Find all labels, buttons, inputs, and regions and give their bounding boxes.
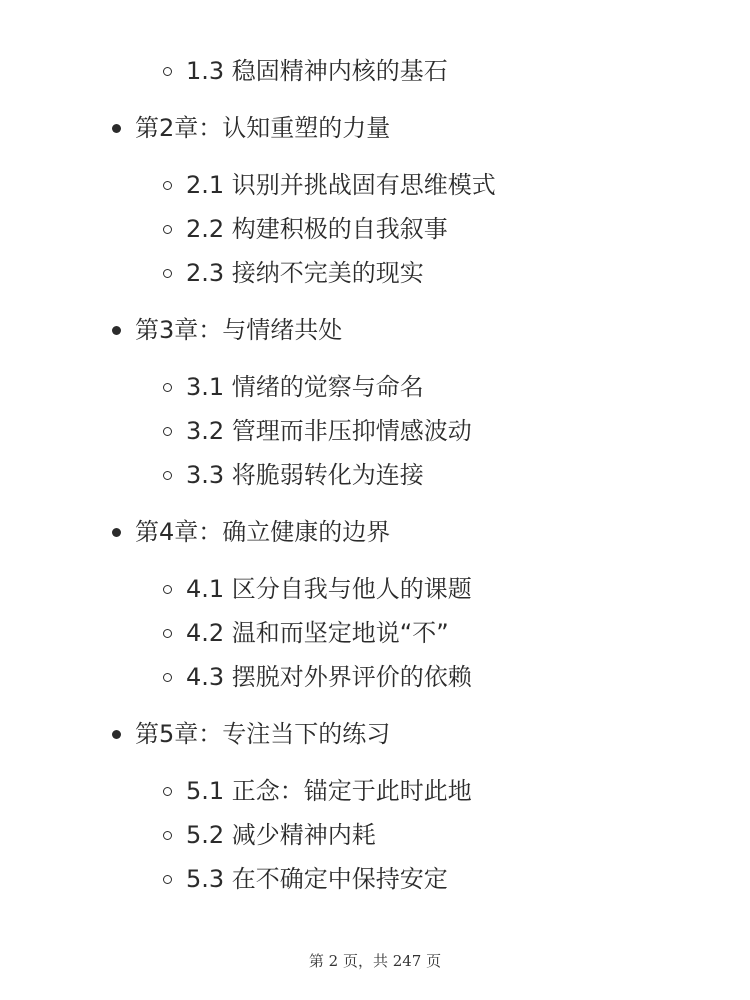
circle-bullet-icon <box>163 673 172 682</box>
circle-bullet-icon <box>163 383 172 392</box>
toc-entry-text: 2.2 构建积极的自我叙事 <box>186 215 448 243</box>
toc-section-3-3 <box>163 459 424 491</box>
disc-bullet-icon <box>112 528 121 537</box>
toc-entry-text: 5.1 正念：锚定于此时此地 <box>186 777 472 805</box>
circle-bullet-icon <box>163 875 172 884</box>
toc-chapter-3 <box>112 314 342 346</box>
toc-entry-text: 5.3 在不确定中保持安定 <box>186 865 448 893</box>
toc-entry-text: 第5章：专注当下的练习 <box>135 720 391 748</box>
toc-chapter-4 <box>112 516 390 548</box>
toc-section-2-3 <box>163 257 424 289</box>
toc-chapter-2 <box>112 112 390 144</box>
toc-section-2-1 <box>163 169 496 201</box>
circle-bullet-icon <box>163 427 172 436</box>
toc-section-5-2 <box>163 819 376 851</box>
toc-entry-text: 5.2 减少精神内耗 <box>186 821 376 849</box>
toc-entry-text: 4.2 温和而坚定地说“不” <box>186 619 449 647</box>
toc-entry-text: 第4章：确立健康的边界 <box>135 518 391 546</box>
toc-chapter-5 <box>112 718 390 750</box>
toc-section-2-2 <box>163 213 448 245</box>
toc-entry-text: 4.3 摆脱对外界评价的依赖 <box>186 663 472 691</box>
circle-bullet-icon <box>163 269 172 278</box>
toc-section-3-1 <box>163 371 424 403</box>
toc-entry-text: 3.3 将脆弱转化为连接 <box>186 461 424 489</box>
toc-entry-text: 第3章：与情绪共处 <box>135 316 343 344</box>
toc-entry-text: 4.1 区分自我与他人的课题 <box>186 575 472 603</box>
page-number-footer: 第 2 页，共 247 页 <box>308 952 442 970</box>
circle-bullet-icon <box>163 831 172 840</box>
disc-bullet-icon <box>112 326 121 335</box>
toc-entry-text: 第2章：认知重塑的力量 <box>135 114 391 142</box>
toc-entry-text: 3.2 管理而非压抑情感波动 <box>186 417 472 445</box>
disc-bullet-icon <box>112 124 121 133</box>
toc-section-5-1 <box>163 775 472 807</box>
toc-section-4-3 <box>163 661 472 693</box>
circle-bullet-icon <box>163 787 172 796</box>
circle-bullet-icon <box>163 585 172 594</box>
toc-entry-text: 3.1 情绪的觉察与命名 <box>186 373 424 401</box>
circle-bullet-icon <box>163 67 172 76</box>
toc-section-4-2 <box>163 617 449 649</box>
circle-bullet-icon <box>163 181 172 190</box>
toc-entry-text: 2.1 识别并挑战固有思维模式 <box>186 171 496 199</box>
circle-bullet-icon <box>163 471 172 480</box>
circle-bullet-icon <box>163 225 172 234</box>
circle-bullet-icon <box>163 629 172 638</box>
toc-section-5-3 <box>163 863 448 895</box>
toc-section-3-2 <box>163 415 472 447</box>
toc-section-4-1 <box>163 573 472 605</box>
toc-entry-text: 2.3 接纳不完美的现实 <box>186 259 424 287</box>
toc-entry-text: 1.3 稳固精神内核的基石 <box>186 57 448 85</box>
disc-bullet-icon <box>112 730 121 739</box>
toc-section-1-3 <box>163 55 448 87</box>
